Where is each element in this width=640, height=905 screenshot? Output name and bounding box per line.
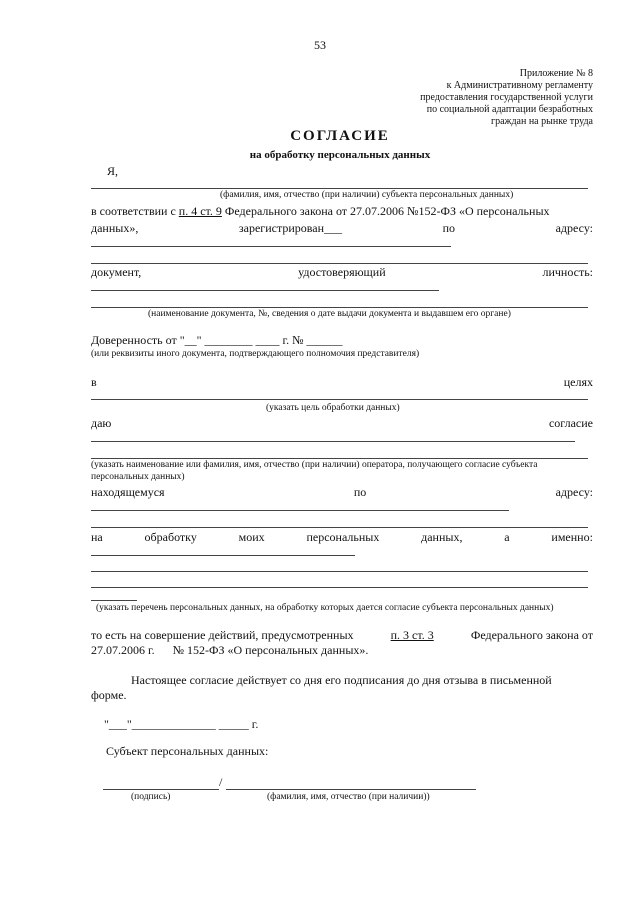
fio-hint: (фамилия, имя, отчество (при наличии) субъекта персональных данных) xyxy=(220,190,514,200)
law-line-1-start: в соответствии с xyxy=(91,204,176,218)
signature-hint: (подпись) xyxy=(131,792,171,802)
document-word-3: личность: xyxy=(542,265,593,279)
actions-ref-link[interactable]: п. 3 ст. 3 xyxy=(390,628,434,642)
processing-word-3: моих xyxy=(238,530,265,544)
purpose-line xyxy=(91,375,593,390)
data-list-line-3[interactable] xyxy=(91,587,588,588)
proxy-hint: (или реквизиты иного документа, подтверждающего полномочия представителя) xyxy=(91,349,420,359)
purpose-field-line[interactable] xyxy=(91,399,588,400)
purpose-hint: (указать цель обработки данных) xyxy=(266,403,400,413)
fio-line[interactable] xyxy=(91,188,588,189)
signature-slash: / xyxy=(219,775,223,789)
data-list-line-2[interactable] xyxy=(91,571,588,572)
consent-word-1: даю xyxy=(91,416,112,430)
subject-label: Субъект персональных данных: xyxy=(106,744,269,758)
law-word-2: зарегистрирован___ xyxy=(238,221,343,235)
operator-line-2[interactable] xyxy=(91,458,588,459)
operator-line-1[interactable] xyxy=(91,441,575,442)
located-word-3: адресу: xyxy=(555,485,593,499)
operator-hint-1: (указать наименование или фамилия, имя, отчество (при наличии) оператора, получающего согласие субъекта xyxy=(91,460,538,470)
consent-word-2: согласие xyxy=(548,416,593,430)
validity-line-1: Настоящее согласие действует со дня его подписания до дня отзыва в письменной xyxy=(131,673,552,687)
processing-word-2: обработку xyxy=(144,530,197,544)
document-title: СОГЛАСИЕ xyxy=(290,128,390,144)
appendix-line-3: предоставления государственной услуги xyxy=(420,92,593,103)
actions-start: то есть на совершение действий, предусмотренных xyxy=(91,628,354,642)
data-list-line-4[interactable] xyxy=(91,600,137,601)
operator-address-line-1[interactable] xyxy=(91,510,509,511)
consent-line xyxy=(91,416,593,431)
ya-label: Я, xyxy=(107,164,119,178)
document-word-1: документ, xyxy=(91,265,142,279)
processing-line xyxy=(91,530,593,545)
document-subtitle: на обработку персональных данных xyxy=(249,149,431,161)
document-word-2: удостоверяющий xyxy=(298,265,386,279)
subject-fio-hint: (фамилия, имя, отчество (при наличии)) xyxy=(267,792,430,802)
appendix-block xyxy=(420,68,593,128)
operator-address-line-2[interactable] xyxy=(91,527,588,528)
appendix-line-1: Приложение № 8 xyxy=(519,68,593,79)
appendix-line-5: граждан на рынке труда xyxy=(491,116,593,127)
located-word-2: по xyxy=(353,485,367,499)
purpose-word-2: целях xyxy=(563,375,593,389)
validity-line-2: форме. xyxy=(91,688,127,702)
actions-line-2: 27.07.2006 г. № 152-ФЗ «О персональных данных». xyxy=(91,643,369,657)
subject-fio-line[interactable] xyxy=(226,789,476,790)
purpose-word-1: в xyxy=(91,375,97,389)
actions-line-1 xyxy=(91,628,593,643)
processing-word-6: а xyxy=(504,530,510,544)
document-field-line-2[interactable] xyxy=(91,307,588,308)
data-list-line-1[interactable] xyxy=(91,555,355,556)
law-line-1 xyxy=(91,204,550,219)
date-line[interactable]: "___"______________ _____ г. xyxy=(104,717,259,731)
signature-line[interactable] xyxy=(103,789,219,790)
appendix-line-2: к Административному регламенту xyxy=(446,80,593,91)
address-line-2[interactable] xyxy=(91,263,588,264)
actions-end: Федерального закона от xyxy=(470,628,593,642)
document-hint: (наименование документа, №, сведения о дате выдачи документа и выдавшем его органе) xyxy=(148,309,511,319)
document-line xyxy=(91,265,593,280)
law-word-3: по xyxy=(442,221,456,235)
proxy-line: Доверенность от "__" ________ ____ г. № ______ xyxy=(91,333,343,347)
page-number: 53 xyxy=(314,38,326,52)
data-list-hint: (указать перечень персональных данных, на обработку которых дается согласие субъекта персональных данных) xyxy=(96,603,554,613)
processing-word-4: персональных xyxy=(306,530,380,544)
law-word-4: адресу: xyxy=(555,221,593,235)
address-line-1[interactable] xyxy=(91,246,451,247)
located-line xyxy=(91,485,593,500)
law-ref-link[interactable]: п. 4 ст. 9 xyxy=(178,204,222,218)
law-word-1: данных», xyxy=(91,221,139,235)
law-line-1-end: Федерального закона от 27.07.2006 №152-ФЗ «О персональных xyxy=(224,204,550,218)
processing-word-7: именно: xyxy=(551,530,593,544)
document-field-line-1[interactable] xyxy=(91,290,439,291)
processing-word-1: на xyxy=(91,530,103,544)
operator-hint-2: персональных данных) xyxy=(91,472,185,482)
located-word-1: находящемуся xyxy=(91,485,165,499)
processing-word-5: данных, xyxy=(421,530,463,544)
law-line-2 xyxy=(91,221,593,236)
appendix-line-4: по социальной адаптации безработных xyxy=(426,104,593,115)
